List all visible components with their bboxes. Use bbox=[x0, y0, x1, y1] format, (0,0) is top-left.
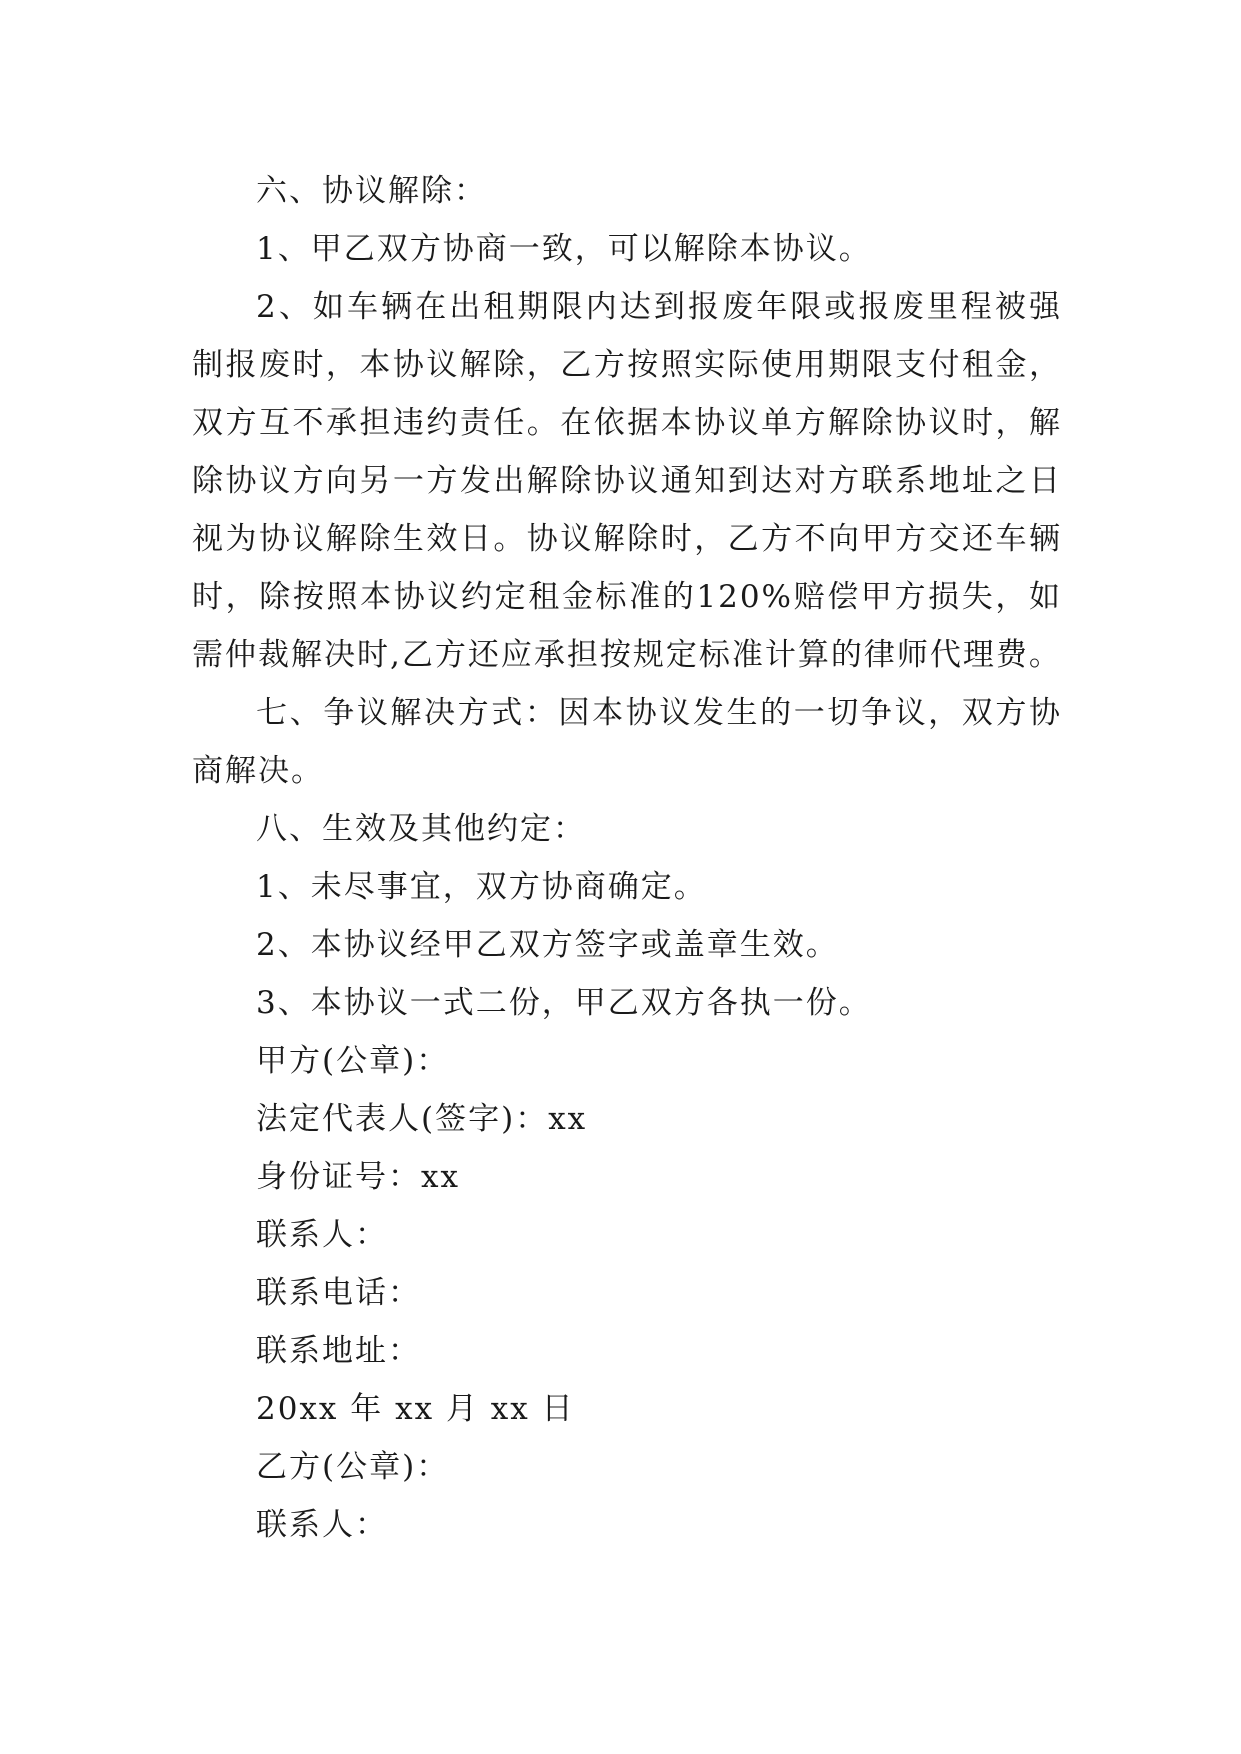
clause-termination-2: 2、如车辆在出租期限内达到报废年限或报废里程被强制报废时，本协议解除，乙方按照实际使用期限支付租金，双方互不承担违约责任。在依据本协议单方解除协议时，解除协议方向另一方发出解除协议通知到达对方联系地址之日视为协议解除生效日。协议解除时，乙方不向甲方交还车辆时，除按照本协议约定租金标准的120%赔偿甲方损失，如需仲裁解决时,乙方还应承担按规定标准计算的律师代理费。 bbox=[192, 289, 1062, 673]
date-line: 20xx 年 xx 月 xx 日 bbox=[256, 1391, 575, 1427]
clause-effectiveness-2: 2、本协议经甲乙双方签字或盖章生效。 bbox=[256, 927, 839, 963]
clause-termination-1: 1、甲乙双方协商一致，可以解除本协议。 bbox=[256, 231, 872, 267]
party-a-seal-label: 甲方(公章)： bbox=[256, 1043, 450, 1079]
document-body bbox=[192, 162, 1062, 1554]
party-b-seal-label: 乙方(公章)： bbox=[256, 1449, 450, 1485]
section-dispute-resolution: 七、争议解决方式：因本协议发生的一切争议，双方协商解决。 bbox=[192, 695, 1062, 789]
contact-phone-line: 联系电话： bbox=[256, 1275, 421, 1311]
section-heading-termination: 六、协议解除： bbox=[256, 173, 487, 209]
legal-representative-line: 法定代表人(签字)：xx bbox=[256, 1101, 588, 1137]
contact-person-line: 联系人： bbox=[256, 1217, 388, 1253]
party-b-contact-person-line: 联系人： bbox=[256, 1507, 388, 1543]
section-heading-effectiveness: 八、生效及其他约定： bbox=[256, 811, 586, 847]
id-number-line: 身份证号：xx bbox=[256, 1159, 460, 1195]
clause-effectiveness-1: 1、未尽事宜，双方协商确定。 bbox=[256, 869, 707, 905]
clause-effectiveness-3: 3、本协议一式二份，甲乙双方各执一份。 bbox=[256, 985, 872, 1021]
contact-address-line: 联系地址： bbox=[256, 1333, 421, 1369]
